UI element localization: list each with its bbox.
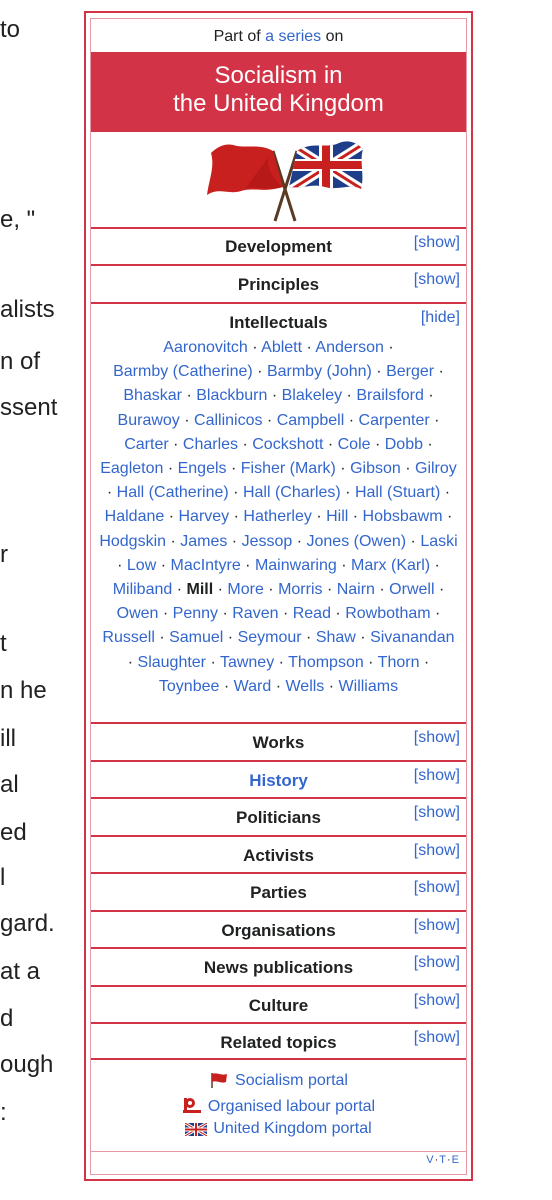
article-text-line: al	[0, 771, 19, 798]
list-separator: ·	[227, 532, 242, 550]
intellectual-link[interactable]: Laski	[420, 532, 458, 550]
portal-divider	[91, 1151, 466, 1152]
politicians-toggle[interactable]: [show]	[413, 804, 460, 821]
intellectual-link[interactable]: Tawney	[219, 653, 275, 671]
list-separator: ·	[434, 363, 444, 381]
article-text-line: ough	[0, 1051, 54, 1078]
list-separator: ·	[263, 581, 279, 599]
list-separator: ·	[127, 653, 138, 671]
intellectual-link[interactable]: Gibson	[350, 460, 401, 478]
intellectual-link[interactable]: Burawoy	[117, 411, 180, 429]
intellectual-link[interactable]: Dobb	[384, 435, 423, 453]
section-activists-title: Activists	[243, 846, 314, 865]
vte-separator: ·	[434, 1154, 440, 1166]
section-intellectuals-title: Intellectuals	[229, 313, 328, 332]
article-text-line: n he	[0, 677, 47, 704]
intellectual-link[interactable]: Anderson	[315, 339, 384, 356]
list-separator: ·	[400, 460, 415, 478]
list-separator: ·	[182, 387, 197, 405]
list-separator: ·	[213, 581, 228, 599]
article-text-line: n of	[0, 348, 41, 375]
intellectual-link[interactable]: Thorn	[377, 653, 420, 671]
intellectual-link[interactable]: Hill	[326, 508, 349, 526]
intellectual-link[interactable]: Harvey	[178, 508, 230, 526]
list-separator: ·	[422, 435, 433, 453]
list-separator: ·	[383, 339, 394, 356]
intellectual-link: Mill	[186, 581, 214, 599]
works-toggle[interactable]: [show]	[413, 729, 460, 746]
list-separator: ·	[267, 387, 282, 405]
section-works-title: Works	[252, 733, 305, 752]
article-text-line: r	[0, 541, 8, 568]
list-separator: ·	[166, 532, 181, 550]
intellectual-link[interactable]: Carter	[124, 435, 169, 453]
section-related-title: Related topics	[220, 1033, 337, 1052]
list-separator: ·	[117, 556, 127, 574]
list-separator: ·	[335, 460, 351, 478]
article-text-line: t	[0, 630, 7, 657]
history-toggle[interactable]: [show]	[413, 767, 460, 784]
intellectual-link[interactable]: Blakeley	[281, 387, 343, 405]
intellectual-link[interactable]: More	[227, 581, 264, 599]
labour-icon	[182, 1096, 202, 1114]
list-separator: ·	[323, 435, 338, 453]
parties-toggle[interactable]: [show]	[413, 879, 460, 896]
list-separator: ·	[340, 484, 355, 502]
article-text-line: l	[0, 864, 6, 891]
portal-socialism[interactable]	[91, 1072, 466, 1090]
list-separator: ·	[154, 629, 170, 647]
intellectual-link[interactable]: Morris	[278, 581, 323, 599]
intellectual-link[interactable]: Jones (Owen)	[306, 532, 407, 550]
section-principles-title: Principles	[237, 275, 320, 294]
portal-labour-label: Organised labour portal	[207, 1098, 376, 1115]
intellectual-link[interactable]: Wells	[285, 677, 325, 695]
section-culture-title: Culture	[248, 996, 309, 1015]
article-text-line: d	[0, 1005, 14, 1032]
intellectual-link[interactable]: Charles	[182, 435, 239, 453]
intellectual-link[interactable]: Seymour	[237, 629, 302, 647]
development-toggle[interactable]: [show]	[413, 234, 460, 251]
intellectuals-toggle[interactable]: [hide]	[420, 309, 460, 326]
socialism-uk-sidebar	[84, 11, 473, 1181]
list-separator: ·	[434, 581, 445, 599]
sidebar-inner-frame	[90, 18, 467, 1175]
intellectual-link[interactable]: Hall (Charles)	[242, 484, 341, 502]
intellectual-link[interactable]: Fisher (Mark)	[240, 460, 336, 478]
series-link[interactable]: a series	[265, 28, 322, 45]
section-organisations-title: Organisations	[221, 921, 336, 940]
intellectual-link[interactable]: Hall (Catherine)	[116, 484, 229, 502]
article-text-line: gard.	[0, 910, 55, 937]
section-news-publications[interactable]	[91, 947, 466, 985]
intellectual-link[interactable]: Owen	[116, 605, 159, 623]
article-text-line: ill	[0, 725, 16, 752]
section-development-title: Development	[225, 237, 332, 256]
intellectual-link[interactable]: Barmby (John)	[266, 363, 372, 381]
list-separator: ·	[163, 460, 178, 478]
portal-organised-labour[interactable]	[91, 1096, 466, 1116]
section-news-title: News publications	[203, 958, 354, 977]
article-text-line: ssent	[0, 394, 58, 421]
list-separator: ·	[252, 363, 267, 381]
intellectual-link[interactable]: Slaughter	[137, 653, 207, 671]
section-politicians[interactable]	[91, 797, 466, 835]
list-separator: ·	[228, 484, 243, 502]
intellectual-link[interactable]: Carpenter	[358, 411, 430, 429]
culture-toggle[interactable]: [show]	[413, 992, 460, 1009]
list-separator: ·	[247, 339, 262, 356]
list-separator: ·	[311, 508, 327, 526]
article-text-line: ed	[0, 819, 27, 846]
article-text-line: to	[0, 16, 21, 43]
intellectual-link[interactable]: Nairn	[336, 581, 375, 599]
intellectual-link[interactable]: Miliband	[112, 581, 173, 599]
intellectual-link[interactable]: Penny	[172, 605, 219, 623]
intellectual-link[interactable]: Aaronovitch	[163, 339, 248, 356]
series-suffix: on	[321, 28, 344, 45]
list-separator: ·	[274, 653, 289, 671]
section-parties[interactable]	[91, 872, 466, 910]
article-text-line: e, "	[0, 206, 36, 233]
vte-view-link[interactable]: V	[426, 1154, 435, 1166]
list-separator: ·	[292, 532, 307, 550]
list-separator: ·	[363, 653, 378, 671]
navbox-vte	[426, 1154, 460, 1166]
intellectual-link[interactable]: Low	[126, 556, 157, 574]
section-principles[interactable]	[91, 264, 466, 301]
list-separator: ·	[302, 339, 316, 356]
list-separator: ·	[271, 677, 286, 695]
intellectual-link[interactable]: Bhaskar	[123, 387, 183, 405]
list-separator: ·	[419, 653, 430, 671]
news-toggle[interactable]: [show]	[413, 954, 460, 971]
red-and-union-flags-icon[interactable]	[205, 135, 365, 223]
article-text-line: :	[0, 1099, 7, 1126]
section-politicians-title: Politicians	[235, 808, 322, 827]
intellectuals-list	[99, 336, 458, 699]
intellectual-link[interactable]: Berger	[386, 363, 435, 381]
intellectual-link[interactable]: Marx (Karl)	[350, 556, 431, 574]
vte-talk-link[interactable]: T	[439, 1154, 447, 1166]
principles-toggle[interactable]: [show]	[413, 271, 460, 288]
list-separator: ·	[218, 605, 233, 623]
list-separator: ·	[172, 581, 187, 599]
list-separator: ·	[324, 677, 339, 695]
list-separator: ·	[423, 387, 434, 405]
intellectual-link[interactable]: Barmby (Catherine)	[113, 363, 253, 381]
list-separator: ·	[229, 508, 244, 526]
related-toggle[interactable]: [show]	[413, 1029, 460, 1046]
list-separator: ·	[442, 508, 453, 526]
article-text-line: alists	[0, 296, 55, 323]
section-history[interactable]	[91, 760, 466, 797]
list-separator: ·	[219, 677, 234, 695]
intellectual-link[interactable]: Eagleton	[100, 460, 164, 478]
list-separator: ·	[164, 508, 179, 526]
list-separator: ·	[168, 435, 183, 453]
list-separator: ·	[240, 556, 255, 574]
series-prefix: Part of	[213, 28, 266, 45]
list-separator: ·	[371, 363, 387, 381]
intellectual-link[interactable]: Engels	[177, 460, 227, 478]
intellectual-link[interactable]: Cockshott	[252, 435, 324, 453]
intellectual-link[interactable]: Sivanandan	[370, 629, 455, 647]
intellectual-link[interactable]: Hall (Stuart)	[354, 484, 441, 502]
intellectual-link[interactable]: Campbell	[276, 411, 345, 429]
list-separator: ·	[226, 460, 241, 478]
list-separator: ·	[158, 605, 173, 623]
intellectual-link[interactable]: Orwell	[389, 581, 435, 599]
title-line-2: the United Kingdom	[173, 90, 384, 117]
series-caption	[91, 28, 466, 46]
section-development[interactable]	[91, 227, 466, 264]
section-works[interactable]	[91, 722, 466, 760]
activists-toggle[interactable]: [show]	[413, 842, 460, 859]
list-separator: ·	[330, 605, 346, 623]
section-history-title[interactable]: History	[249, 771, 308, 790]
intellectual-link[interactable]: Williams	[338, 677, 399, 695]
list-separator: ·	[429, 411, 440, 429]
intellectual-link[interactable]: Shaw	[315, 629, 356, 647]
section-culture[interactable]	[91, 985, 466, 1022]
intellectual-link[interactable]: Callinicos	[194, 411, 263, 429]
list-separator: ·	[342, 387, 357, 405]
intellectual-link[interactable]: Hobsbawm	[362, 508, 443, 526]
intellectual-link[interactable]: James	[180, 532, 228, 550]
list-separator: ·	[355, 629, 371, 647]
vte-separator: ·	[446, 1154, 452, 1166]
section-related-topics[interactable]	[91, 1022, 466, 1060]
intellectual-link[interactable]: Raven	[232, 605, 279, 623]
list-separator: ·	[406, 532, 421, 550]
section-organisations[interactable]	[91, 910, 466, 947]
intellectual-link[interactable]: Rowbotham	[345, 605, 431, 623]
list-separator: ·	[301, 629, 316, 647]
intellectual-link[interactable]: Ablett	[261, 339, 303, 356]
section-activists[interactable]	[91, 835, 466, 872]
list-separator: ·	[179, 411, 195, 429]
list-separator: ·	[238, 435, 253, 453]
list-separator: ·	[370, 435, 385, 453]
intellectual-link[interactable]: Read	[292, 605, 331, 623]
intellectual-link[interactable]: Cole	[337, 435, 371, 453]
list-separator: ·	[348, 508, 363, 526]
intellectual-link[interactable]: Thompson	[288, 653, 364, 671]
intellectual-link[interactable]: Toynbee	[158, 677, 220, 695]
list-separator: ·	[106, 484, 117, 502]
intellectual-link[interactable]: Brailsford	[356, 387, 424, 405]
portal-uk-label: United Kingdom portal	[213, 1120, 372, 1137]
intellectual-link[interactable]: Jessop	[241, 532, 293, 550]
list-separator: ·	[344, 411, 359, 429]
list-separator: ·	[440, 484, 451, 502]
organisations-toggle[interactable]: [show]	[413, 917, 460, 934]
list-separator: ·	[223, 629, 238, 647]
list-separator: ·	[206, 653, 220, 671]
list-separator: ·	[156, 556, 171, 574]
list-separator: ·	[262, 411, 277, 429]
intellectual-link[interactable]: Gilroy	[415, 460, 457, 478]
intellectual-link[interactable]: Blackburn	[196, 387, 268, 405]
list-separator: ·	[336, 556, 351, 574]
portal-united-kingdom[interactable]	[91, 1120, 466, 1138]
article-text-line: at a	[0, 958, 41, 985]
title-line-1: Socialism in	[214, 62, 343, 89]
intellectual-link[interactable]: MacIntyre	[170, 556, 241, 574]
portal-socialism-label: Socialism portal	[235, 1072, 348, 1089]
intellectual-link[interactable]: Hatherley	[243, 508, 312, 526]
list-separator: ·	[374, 581, 390, 599]
list-separator: ·	[430, 605, 441, 623]
red-flag-icon	[209, 1072, 229, 1088]
intellectual-link[interactable]: Russell	[102, 629, 155, 647]
uk-flag-icon	[185, 1123, 207, 1136]
vte-edit-link[interactable]: E	[451, 1154, 460, 1166]
intellectual-link[interactable]: Ward	[233, 677, 272, 695]
intellectual-link[interactable]: Hodgskin	[99, 532, 167, 550]
intellectual-link[interactable]: Mainwaring	[254, 556, 337, 574]
list-separator: ·	[278, 605, 293, 623]
intellectual-link[interactable]: Haldane	[104, 508, 165, 526]
section-parties-title: Parties	[250, 883, 307, 902]
list-separator: ·	[322, 581, 337, 599]
sidebar-title[interactable]	[91, 52, 466, 132]
list-separator: ·	[430, 556, 440, 574]
intellectual-link[interactable]: Samuel	[169, 629, 224, 647]
